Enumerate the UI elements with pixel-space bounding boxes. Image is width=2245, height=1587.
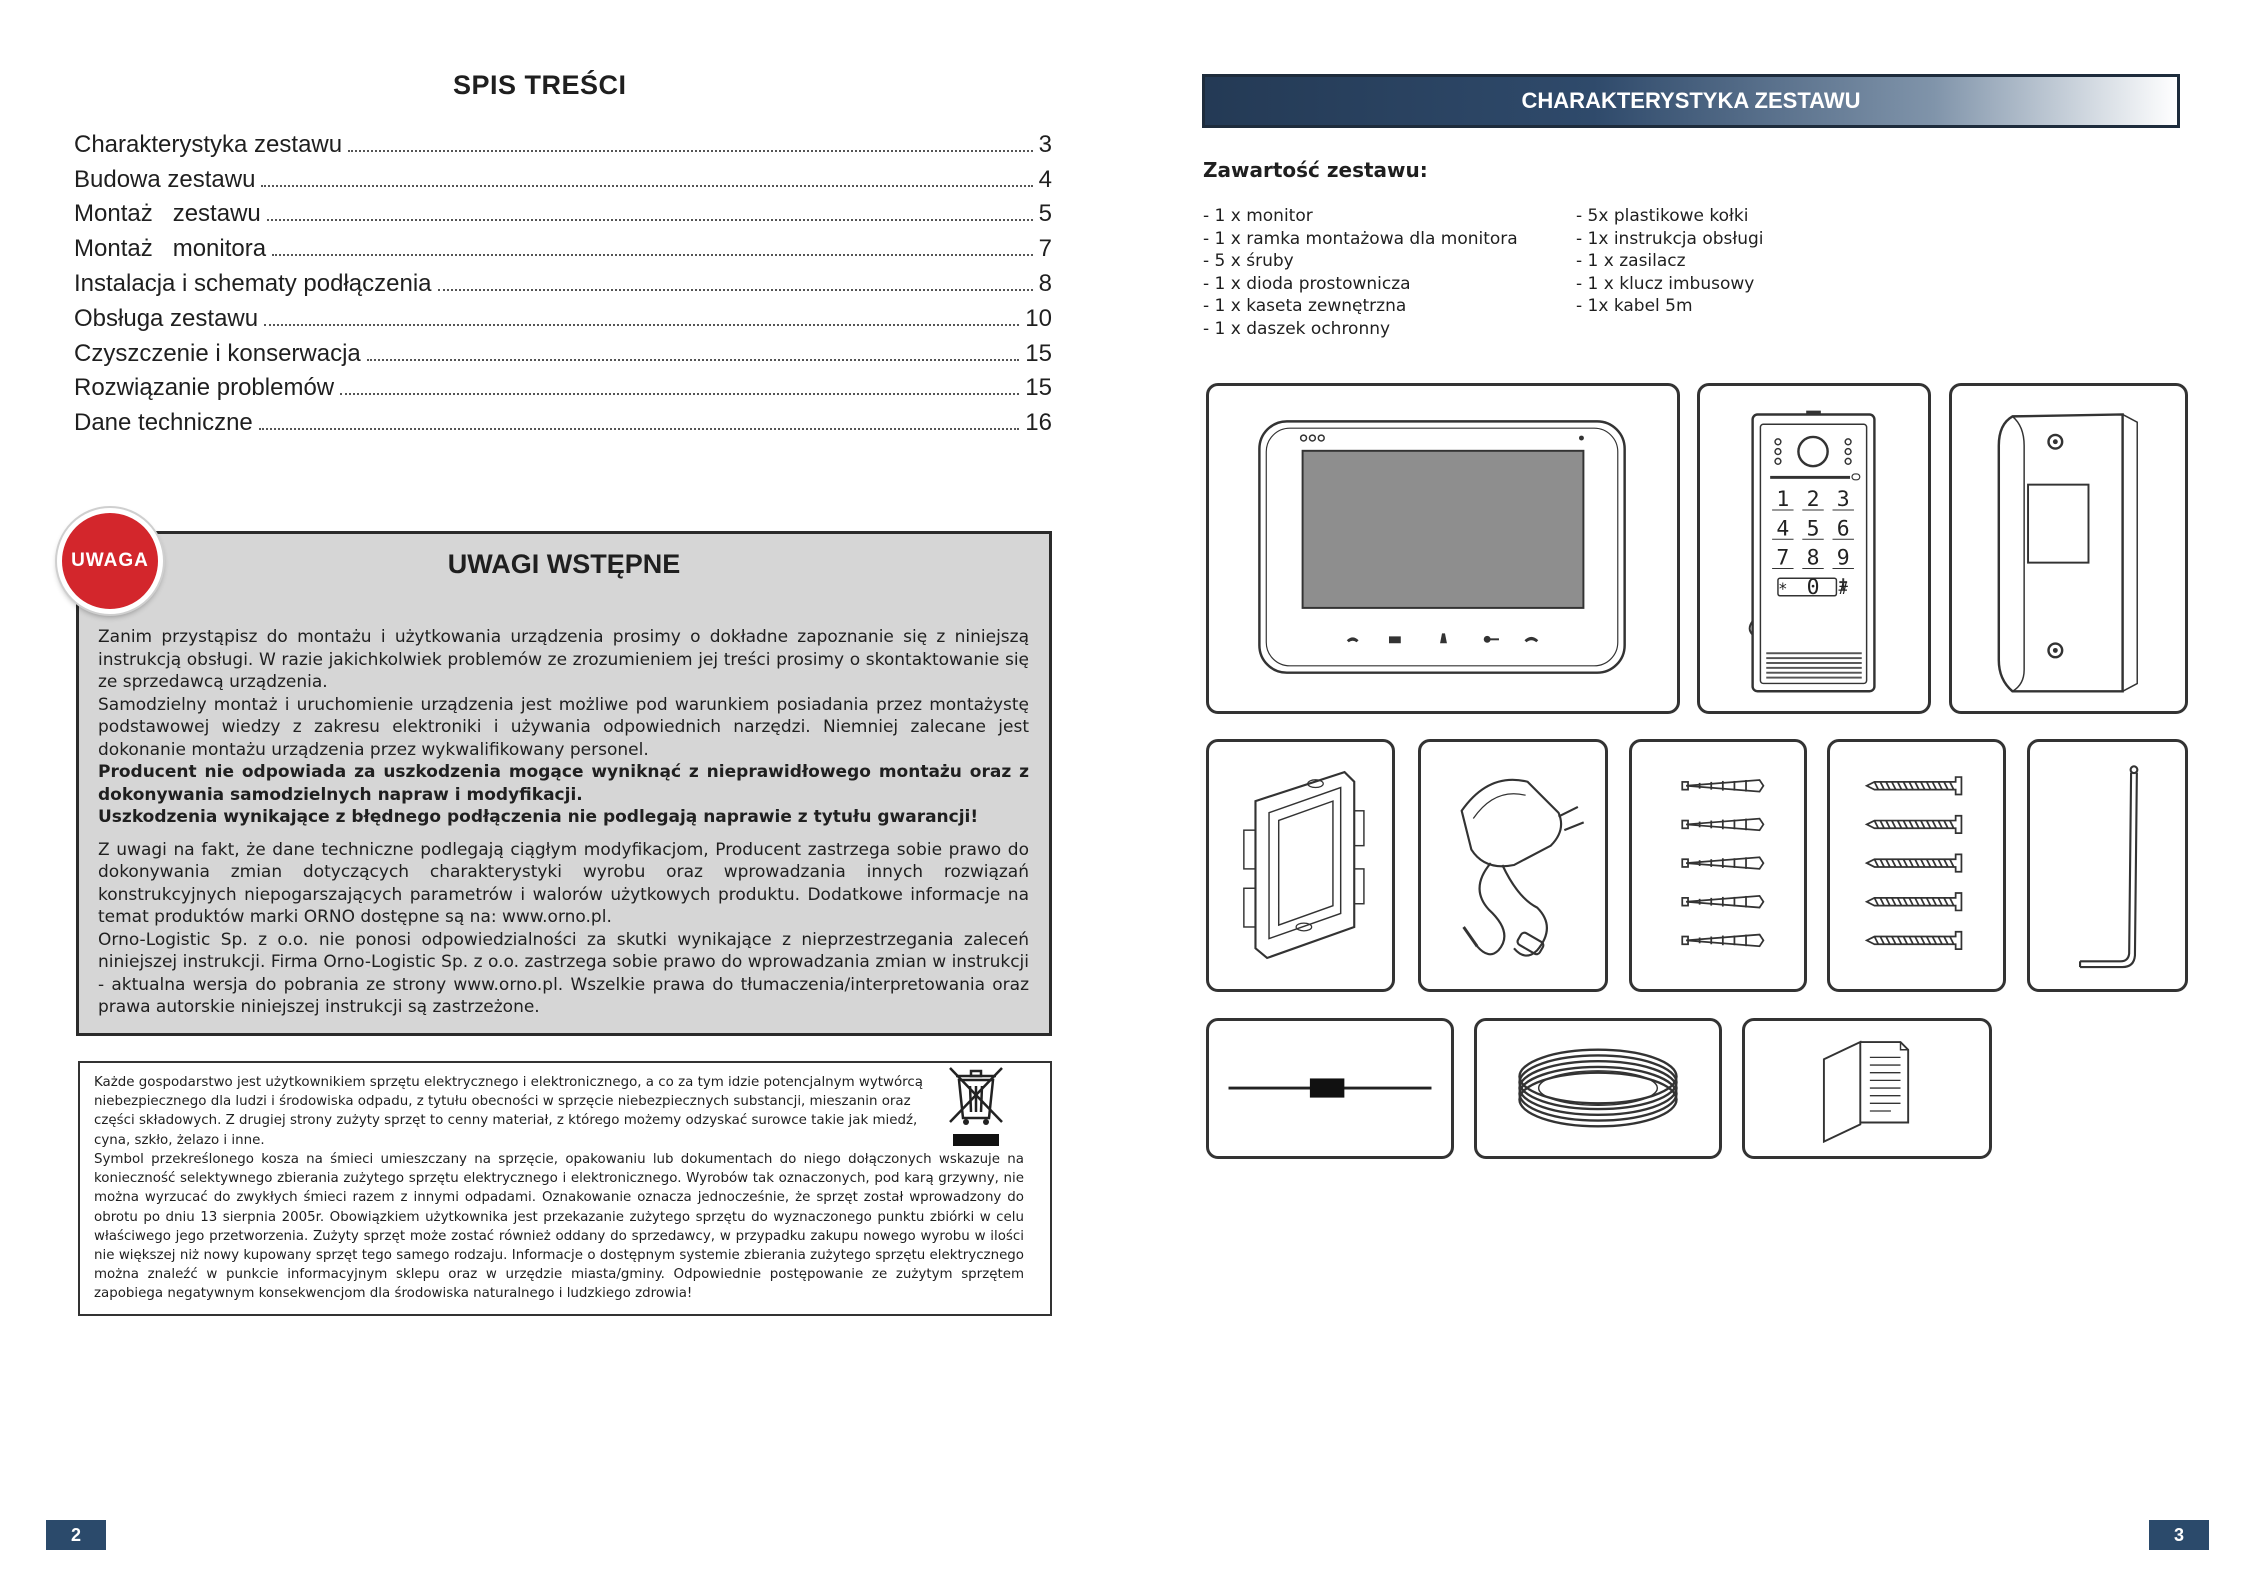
contents-item: - 5x plastikowe kołki [1576,206,1749,226]
weee-text: Każde gospodarstwo jest użytkownikiem sprzętu elektrycznego i elektronicznego, a co za tym idzie potencjalnym wytwórcą niebezpiecznego dla ludzi i środowiska odpadu, z tytułu obecności w sprzęcie niebezpiecznych substancji, mieszanin oraz części składowych. Z drugiej strony zużyty sprzęt to cenny materiał, z którego możemy odzyskać surowce takie jak miedź, cyna, szkło, żelazo i inne. [94,1075,923,1148]
contents-item: - 1x instrukcja obsługi [1576,228,1764,249]
keypad-key: 1 [1776,487,1790,513]
notice-paragraph: Orno-Logistic Sp. z o.o. nie ponosi odpowiedzialności za skutki wynikające z nieprzestrzegania zaleceń niniejszej instrukcji. Firma Orno-Logistic Sp. z o.o. zastrzega sobie prawo do wprowadzania zmian w instrukcji - aktualna wersja do pobrania ze strony www.orno.pl. Wszelkie prawa do tłumaczenia/interpretowania oraz prawa autorskie niniejszej instrukcji są zastrzeżone. [98,929,1029,1017]
screw-icon [1867,777,1962,794]
wall-plug-icon [1682,819,1763,831]
toc-entry[interactable] [74,124,1052,159]
keypad-key: # [1838,579,1848,598]
contents-list-right [1576,205,1764,318]
diode-panel [1206,1018,1454,1159]
toc-entry-page: 5 [1038,200,1052,228]
keypad-key: 6 [1836,516,1850,542]
wall-plug-icon [1682,780,1763,792]
contents-item: - 1 x ramka montażowa dla monitora [1203,228,1518,249]
toc-entry-label: Dane techniczne [74,409,253,437]
toc-entry[interactable] [74,298,1052,333]
wall-plugs-illustration [1632,742,1804,989]
contents-item: - 1 x kaseta zewnętrzna [1203,296,1407,316]
screw-icon [1867,816,1962,833]
keypad-key: 2 [1806,487,1820,513]
toc-entry-label: Rozwiązanie problemów [74,374,335,402]
wall-plugs-panel [1629,739,1807,992]
toc-entry[interactable] [74,159,1052,194]
mounting-bracket-illustration [1209,742,1392,989]
toc-entry-page: 4 [1038,165,1052,193]
section-header: CHARAKTERYSTYKA ZESTAWU [1202,74,2180,128]
toc-entry-label: Montaż zestawu [74,200,261,228]
keypad-key: 9 [1836,545,1850,571]
notice-title: UWAGI WSTĘPNE [447,549,681,579]
notice-bold-paragraph: Producent nie odpowiada za uszkodzenia mogące wyniknąć z nieprawidłowego montażu oraz z dokonywania samodzielnych napraw i modyfikacji. [98,762,1029,805]
toc-entry-page: 10 [1025,304,1052,332]
diode-illustration [1209,1021,1451,1156]
monitor-panel [1206,383,1680,714]
toc-entry-page: 7 [1038,235,1052,263]
toc-entry[interactable] [74,368,1052,403]
toc-entry-page: 15 [1025,374,1052,402]
outdoor-unit-illustration [1700,386,1928,711]
rain-cover-illustration [1952,386,2185,711]
toc-entry-label: Budowa zestawu [74,165,256,193]
contents-item: - 1 x dioda prostownicza [1203,273,1411,294]
mounting-bracket-panel [1206,739,1395,992]
toc-leader-dots [264,324,1019,326]
toc-title: SPIS TREŚCI [453,70,627,100]
notice-text [98,626,1029,1019]
manual-panel [1742,1018,1992,1159]
toc-entry-page: 8 [1038,269,1052,297]
toc-entry-label: Charakterystyka zestawu [74,130,343,158]
wall-plug-icon [1682,896,1763,908]
notice-paragraph: Z uwagi na fakt, że dane techniczne podlegają ciągłym modyfikacjom, Producent zastrzega sobie prawo do dokonywania zmian dotyczących charakterystyki wyrobu oraz wprowadzania innych rozwiązań konstrukcyjnych niepogarszających parametrów i walorów użytkowych produktu. Dodatkowe informacje na temat produktów marki ORNO dostępne są na: www.orno.pl. [98,839,1029,927]
toc-entry[interactable] [74,194,1052,229]
toc-leader-dots [267,219,1033,221]
contents-item: - 1x kabel 5m [1576,296,1693,316]
toc-leader-dots [261,185,1032,187]
notice-bold-paragraph: Uszkodzenia wynikające z błędnego podłączenia nie podlegają naprawie z tytułu gwarancji! [98,807,979,827]
toc-entry[interactable] [74,263,1052,298]
toc-entry[interactable] [74,228,1052,263]
wall-plug-icon [1682,857,1763,869]
hex-key-illustration [2030,742,2185,989]
contents-item: - 5 x śruby [1203,251,1294,271]
contents-item: - 1 x zasilacz [1576,251,1686,271]
contents-item: - 1 x klucz imbusowy [1576,273,1755,294]
toc-leader-dots [348,150,1033,152]
keypad-key: 8 [1806,545,1820,571]
keypad-key: 4 [1776,516,1790,542]
hex-key-panel [2027,739,2188,992]
screws-panel [1827,739,2006,992]
toc-entry-page: 3 [1038,130,1052,158]
toc-leader-dots [272,254,1033,256]
warning-badge: UWAGA [57,508,163,614]
notice-paragraph: Zanim przystąpisz do montażu i użytkowania urządzenia prosimy o dokładne zapoznanie się z niniejszą instrukcją obsługi. W razie jakichkolwiek problemów ze zrozumieniem jej treści prosimy o skontaktowanie się ze sprzedawcą urządzenia. [98,627,1029,692]
rain-cover-panel [1949,383,2188,714]
page-number: 3 [2149,1520,2209,1550]
screw-icon [1867,932,1962,949]
outdoor-unit-panel [1697,383,1931,714]
toc-entry-label: Czyszczenie i konserwacja [74,339,361,367]
toc-leader-dots [259,428,1020,430]
notice-paragraph: Samodzielny montaż i uruchomienie urządzenia jest możliwe pod warunkiem posiadania przez montażystę podstawowej wiedzy z zakresu elektroniki i używania odpowiednich narzędzi. Niemniej zalecane jest dokonanie montażu urządzenia przez wykwalifikowany personel. [98,694,1029,760]
wall-plug-icon [1682,935,1763,947]
table-of-contents [74,124,1052,437]
contents-list-left [1203,205,1518,340]
toc-entry[interactable] [74,333,1052,368]
cable-panel [1474,1018,1722,1159]
cable-illustration [1477,1021,1719,1156]
contents-item: - 1 x daszek ochronny [1203,318,1391,339]
power-adapter-panel [1418,739,1608,992]
screw-icon [1867,854,1962,871]
contents-label: Zawartość zestawu: [1203,158,1428,182]
keypad-key: 5 [1806,516,1820,542]
keypad-key: * [1778,579,1788,598]
toc-entry-label: Montaż monitora [74,235,267,263]
keypad-key: 0 [1806,574,1820,600]
page-number: 2 [46,1520,106,1550]
crossed-bin-icon [946,1064,1006,1150]
power-adapter-illustration [1421,742,1605,989]
toc-leader-dots [340,393,1019,395]
screws-illustration [1830,742,2003,989]
toc-entry-page: 15 [1025,339,1052,367]
toc-entry[interactable] [74,402,1052,437]
toc-entry-label: Obsługa zestawu [74,304,259,332]
manual-illustration [1745,1021,1989,1156]
monitor-illustration [1209,386,1677,711]
toc-leader-dots [367,359,1020,361]
keypad-key: 3 [1836,487,1850,513]
toc-leader-dots [438,289,1033,291]
weee-text: Symbol przekreślonego kosza na śmieci umieszczany na sprzęcie, opakowaniu lub dokumentach do niego dołączonych wskazuje na konieczność selektywnego zbierania zużytego sprzętu elektrycznego i elektronicznego. Wyrobów tak oznaczonych, pod karą grzywny, nie można wyrzucać do zwykłych śmieci razem z innymi odpadami. Oznakowanie oznacza jednocześnie, że sprzęt został wprowadzony do obrotu po dniu 13 sierpnia 2005r. Obowiązkiem użytkownika jest przekazanie zużytego sprzętu do wyznaczonego punktu zbiórki w celu właściwego jego przetworzenia. Zużyty sprzęt może zostać również oddany do sprzedawcy, w przypadku zakupu nowego wyrobu w ilości nie większej niż nowy kupowany sprzęt tego samego rodzaju. Informacje o dostępnym systemie zbierania zużytego sprzętu elektrycznego można znaleźć w punkcie informacyjnym sklepu oraz w urzędzie miasta/gminy. Odpowiednie postępowanie ze zużytym sprzętem zapobiega negatywnym konsekwencjom dla środowiska naturalnego i ludzkiego zdrowia! [94,1152,1024,1302]
toc-entry-page: 16 [1025,409,1052,437]
toc-entry-label: Instalacja i schematy podłączenia [74,269,432,297]
keypad-key: 7 [1776,545,1790,571]
screw-icon [1867,893,1962,910]
contents-item: - 1 x monitor [1203,206,1313,226]
